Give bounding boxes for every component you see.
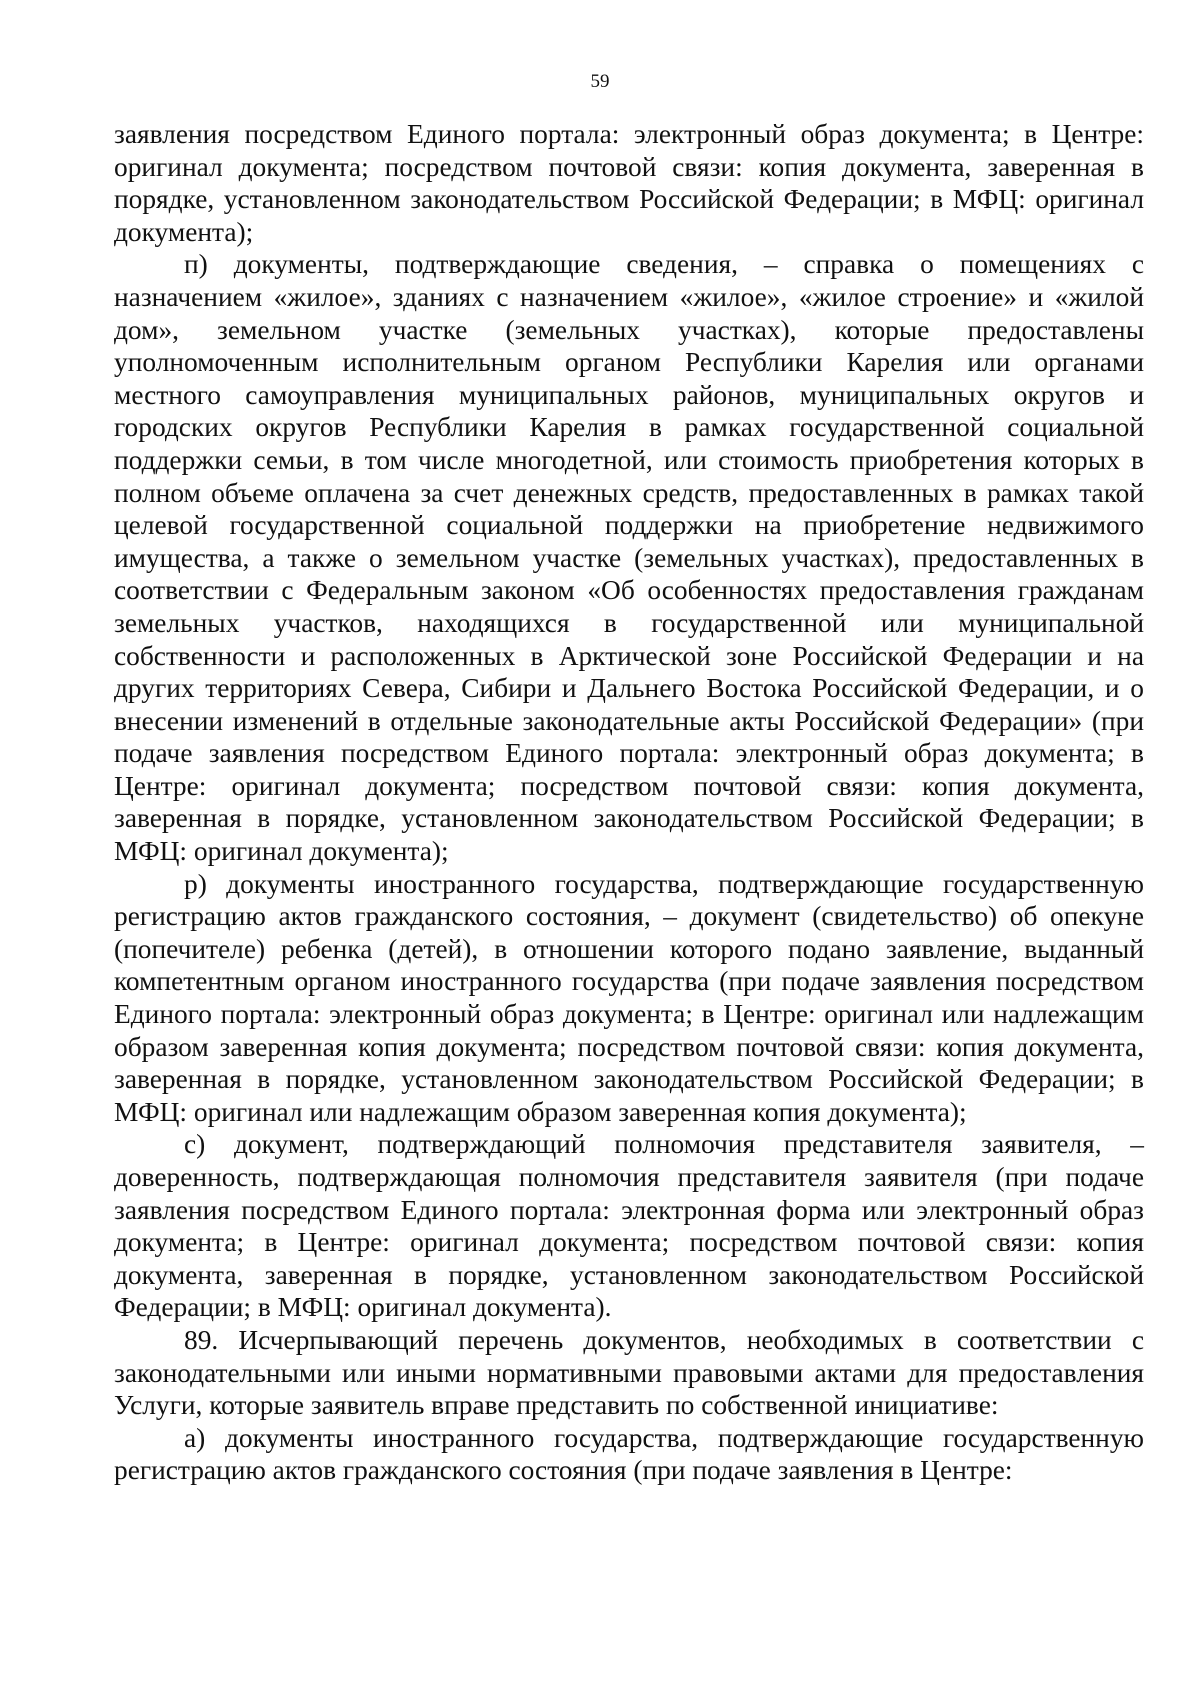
paragraph-item-s: с) документ, подтверждающий полномочия представителя заявителя, – доверенность, подтверждающая полномочия представителя заявителя (при подаче заявления посредством Единого портала: электронная форма или электронный образ документа; в Центре: оригинал документа; посредством почтовой связи: копия документа, заверенная в порядке, установленном законодательством Российской Федерации; в МФЦ: оригинал документа).: [114, 1129, 1144, 1323]
paragraph-item-a: а) документы иностранного государства, подтверждающие государственную регистрацию актов гражданского состояния (при подаче заявления в Центре:: [114, 1422, 1144, 1486]
page-number: 59: [590, 71, 610, 92]
paragraph-item-r: р) документы иностранного государства, подтверждающие государственную регистрацию актов гражданского состояния, – документ (свидетельство) об опекуне (попечителе) ребенка (детей), в отношении которого подано заявление, выданный компетентным органом иностранного государства (при подаче заявления посредством Единого портала: электронный образ документа; в Центре: оригинал или надлежащим образом заверенная копия документа; посредством почтовой связи: копия документа, заверенная в порядке, установленном законодательством Российской Федерации; в МФЦ: оригинал или надлежащим образом заверенная копия документа);: [114, 868, 1144, 1127]
document-body: [114, 118, 1144, 1487]
paragraph-item-p: п) документы, подтверждающие сведения, – справка о помещениях с назначением «жилое», зданиях с назначением «жилое», «жилое строение» и «жилой дом», земельном участке (земельных участках), которые предоставлены уполномоченным исполнительным органом Республики Карелия или органами местного самоуправления муниципальных районов, муниципальных округов и городских округов Республики Карелия в рамках государственной социальной поддержки семьи, в том числе многодетной, или стоимость приобретения которых в полном объеме оплачена за счет денежных средств, предоставленных в рамках такой целевой государственной социальной поддержки на приобретение недвижимого имущества, а также о земельном участке (земельных участках), предоставленных в соответствии с Федеральным законом «Об особенностях предоставления гражданам земельных участков, находящихся в государственной или муниципальной собственности и расположенных в Арктической зоне Российской Федерации и на других территориях Севера, Сибири и Дальнего Востока Российской Федерации, и о внесении изменений в отдельные законодательные акты Российской Федерации» (при подаче заявления посредством Единого портала: электронный образ документа; в Центре: оригинал документа; посредством почтовой связи: копия документа, заверенная в порядке, установленном законодательством Российской Федерации; в МФЦ: оригинал документа);: [114, 249, 1144, 867]
paragraph-clause-89: 89. Исчерпывающий перечень документов, необходимых в соответствии с законодательными или иными нормативными правовыми актами для предоставления Услуги, которые заявитель вправе представить по собственной инициативе:: [114, 1324, 1144, 1421]
paragraph-continuation: заявления посредством Единого портала: электронный образ документа; в Центре: оригинал документа; посредством почтовой связи: копия документа, заверенная в порядке, установленном законодательством Российской Федерации; в МФЦ: оригинал документа);: [114, 119, 1144, 247]
